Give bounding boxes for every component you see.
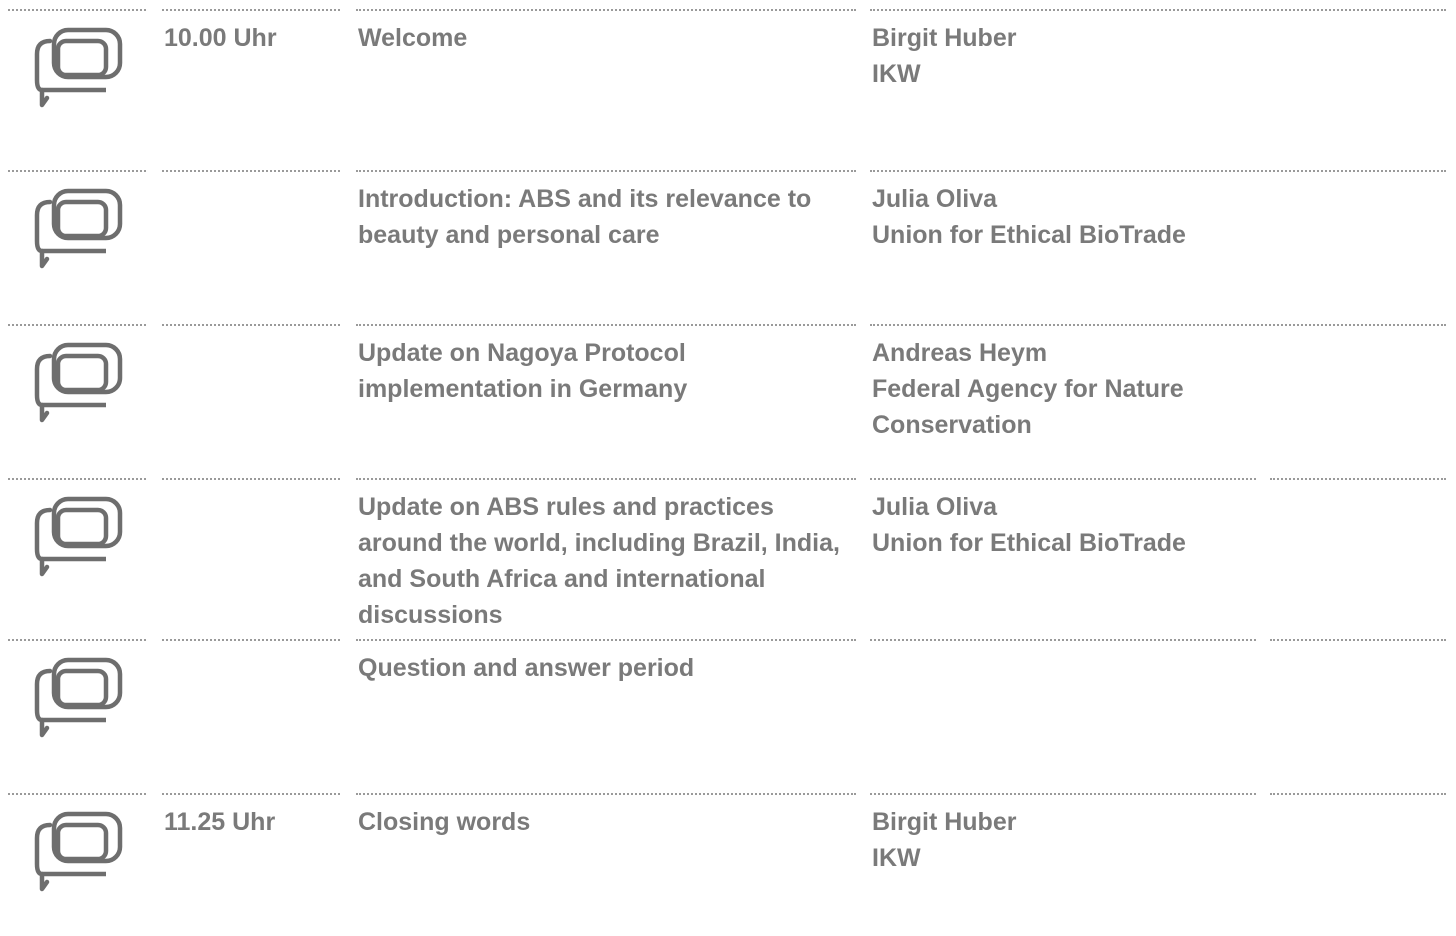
row-divider (162, 478, 340, 480)
row-divider (870, 478, 1256, 480)
session-topic: Closing words (358, 808, 531, 836)
row-divider (356, 9, 856, 11)
speaker-name: Julia Oliva (872, 185, 998, 213)
row-divider (356, 639, 856, 641)
session-topic: Welcome (358, 24, 468, 52)
row-divider (8, 170, 146, 172)
agenda-row (0, 793, 1456, 936)
row-divider (1270, 639, 1446, 641)
session-time: 11.25 Uhr (164, 808, 276, 836)
row-divider (8, 793, 146, 795)
speech-bubbles-icon (34, 657, 124, 739)
speaker-organization: IKW (872, 844, 921, 872)
session-topic: Update on Nagoya Protocol implementation in Germany (358, 339, 688, 403)
speaker-name: Julia Oliva (872, 493, 998, 521)
speech-bubbles-icon (34, 496, 124, 578)
speaker-organization: Union for Ethical BioTrade (872, 221, 1186, 249)
row-divider (870, 170, 1446, 172)
row-divider (8, 9, 146, 11)
row-divider (356, 170, 856, 172)
row-divider (870, 639, 1256, 641)
row-divider (356, 478, 856, 480)
row-divider (8, 324, 146, 326)
session-topic: Question and answer period (358, 654, 695, 682)
speaker-name: Birgit Huber (872, 24, 1017, 52)
speaker-organization: IKW (872, 60, 921, 88)
row-divider (162, 9, 340, 11)
row-divider (162, 324, 340, 326)
speaker-organization: Federal Agency for Nature Conservation (872, 375, 1184, 439)
session-topic: Introduction: ABS and its relevance to beauty and personal care (358, 185, 812, 249)
session-topic: Update on ABS rules and practices around the world, including Brazil, India, and South Africa and international discussions (358, 493, 840, 629)
session-speaker (872, 20, 1252, 92)
row-divider (8, 639, 146, 641)
agenda-row (0, 639, 1456, 793)
speech-bubbles-icon (34, 188, 124, 270)
session-speaker (872, 804, 1252, 876)
agenda-row (0, 170, 1456, 324)
speaker-name: Birgit Huber (872, 808, 1017, 836)
speech-bubbles-icon (34, 342, 124, 424)
speech-bubbles-icon (34, 27, 124, 109)
row-divider (162, 793, 340, 795)
row-divider (8, 478, 146, 480)
speaker-organization: Union for Ethical BioTrade (872, 529, 1186, 557)
agenda-row (0, 324, 1456, 478)
row-divider (356, 324, 856, 326)
agenda-row (0, 9, 1456, 169)
speaker-name: Andreas Heym (872, 339, 1048, 367)
row-divider (1270, 478, 1446, 480)
session-speaker (872, 335, 1212, 443)
row-divider (870, 324, 1446, 326)
row-divider (1270, 793, 1446, 795)
row-divider (162, 170, 340, 172)
row-divider (870, 793, 1256, 795)
row-divider (870, 9, 1446, 11)
session-speaker (872, 181, 1252, 253)
agenda-row (0, 478, 1456, 640)
row-divider (162, 639, 340, 641)
session-time: 10.00 Uhr (164, 24, 277, 52)
session-speaker (872, 489, 1252, 561)
row-divider (356, 793, 856, 795)
speech-bubbles-icon (34, 811, 124, 893)
